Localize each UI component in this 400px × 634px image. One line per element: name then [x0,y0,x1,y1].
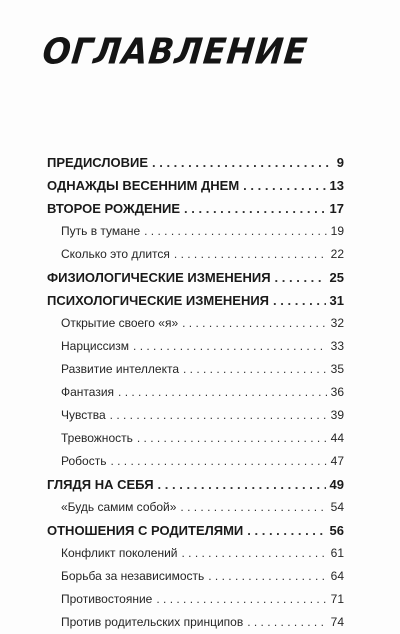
toc-entry-label: Борьба за независимость [61,569,205,583]
toc-dot-leader [208,565,326,588]
toc-section-row [47,381,344,404]
toc-page-number: 36 [330,385,344,399]
toc-entry-label: ГЛЯДЯ НА СЕБЯ [47,477,154,492]
toc-section-row [47,496,344,519]
toc-entry-label: Робость [61,454,107,468]
toc-page-number: 54 [330,500,344,514]
toc-section-row [47,335,344,358]
toc-page-number: 32 [330,316,344,330]
toc-entry-label: Противостояние [61,592,153,606]
toc-dot-leader [133,335,327,358]
toc-page-number: 39 [330,408,344,422]
toc-page-number: 64 [330,569,344,583]
toc-dot-leader [182,312,327,335]
toc-entry-label: Развитие интеллекта [61,362,179,376]
toc-dot-leader [110,404,327,427]
toc-page-number: 71 [330,592,344,606]
toc-page-number: 56 [329,523,344,538]
toc-page-number: 61 [330,546,344,560]
toc-entry-label: Нарциссизм [61,339,130,353]
toc-dot-leader [158,473,326,496]
toc-page-number: 13 [329,178,344,193]
toc-dot-leader [152,151,333,174]
toc-dot-leader [247,519,325,542]
toc-page-number: 35 [330,362,344,376]
toc-entry-label: ВТОРОЕ РОЖДЕНИЕ [47,201,181,216]
toc-section-row [47,611,344,634]
toc-section-row [47,312,344,335]
toc-dot-leader [243,174,325,197]
toc-entry-label: Фантазия [61,385,115,399]
toc-entry-label: ПСИХОЛОГИЧЕСКИЕ ИЗМЕНЕНИЯ [47,293,270,308]
toc-dot-leader [273,289,326,312]
toc-chapter-row [47,174,344,197]
toc-section-row [47,588,344,611]
toc-dot-leader [180,496,326,519]
toc-page-number: 19 [330,224,344,238]
toc-entry-label: Тревожность [61,431,133,445]
toc-chapter-row [47,266,344,289]
toc-page-number: 33 [330,339,344,353]
toc-page-number: 9 [336,155,344,170]
toc-page-number: 49 [329,477,344,492]
toc-dot-leader [144,220,327,243]
toc-page-number: 31 [329,293,344,308]
toc-dot-leader [247,611,326,634]
toc-section-row [47,565,344,588]
toc-dot-leader [184,197,325,220]
toc-page-number: 25 [329,270,344,285]
toc-chapter-row [47,197,344,220]
toc-page-number: 74 [330,615,344,629]
toc-dot-leader [275,266,326,289]
toc-chapter-row [47,151,344,174]
toc-section-row [47,427,344,450]
toc-chapter-row [47,473,344,496]
toc-entry-label: Открытие своего «я» [61,316,179,330]
toc-section-row [47,450,344,473]
toc-entry-label: ПРЕДИСЛОВИЕ [47,155,148,170]
page-title: ОГЛАВЛЕНИЕ [40,30,310,73]
toc-dot-leader [118,381,327,404]
toc-dot-leader [156,588,326,611]
toc-dot-leader [174,243,327,266]
toc-entry-label: Сколько это длится [61,247,170,261]
toc-dot-leader [183,358,327,381]
toc-entry-label: Против родительских принципов [61,615,244,629]
table-of-contents [47,151,344,634]
toc-section-row [47,542,344,565]
toc-section-row [47,243,344,266]
toc-page-number: 22 [330,247,344,261]
toc-dot-leader [137,427,327,450]
toc-chapter-row [47,289,344,312]
toc-entry-label: Чувства [61,408,106,422]
toc-entry-label: Путь в тумане [61,224,141,238]
toc-page-number: 17 [329,201,344,216]
toc-entry-label: Конфликт поколений [61,546,178,560]
toc-entry-label: ОДНАЖДЫ ВЕСЕННИМ ДНЕМ [47,178,240,193]
toc-page-number: 44 [330,431,344,445]
toc-dot-leader [182,542,327,565]
toc-entry-label: «Будь самим собой» [61,500,177,514]
toc-entry-label: ФИЗИОЛОГИЧЕСКИЕ ИЗМЕНЕНИЯ [47,270,271,285]
toc-entry-label: ОТНОШЕНИЯ С РОДИТЕЛЯМИ [47,523,244,538]
toc-dot-leader [110,450,326,473]
toc-section-row [47,404,344,427]
toc-chapter-row [47,519,344,542]
toc-page-number: 47 [330,454,344,468]
toc-section-row [47,220,344,243]
toc-section-row [47,358,344,381]
